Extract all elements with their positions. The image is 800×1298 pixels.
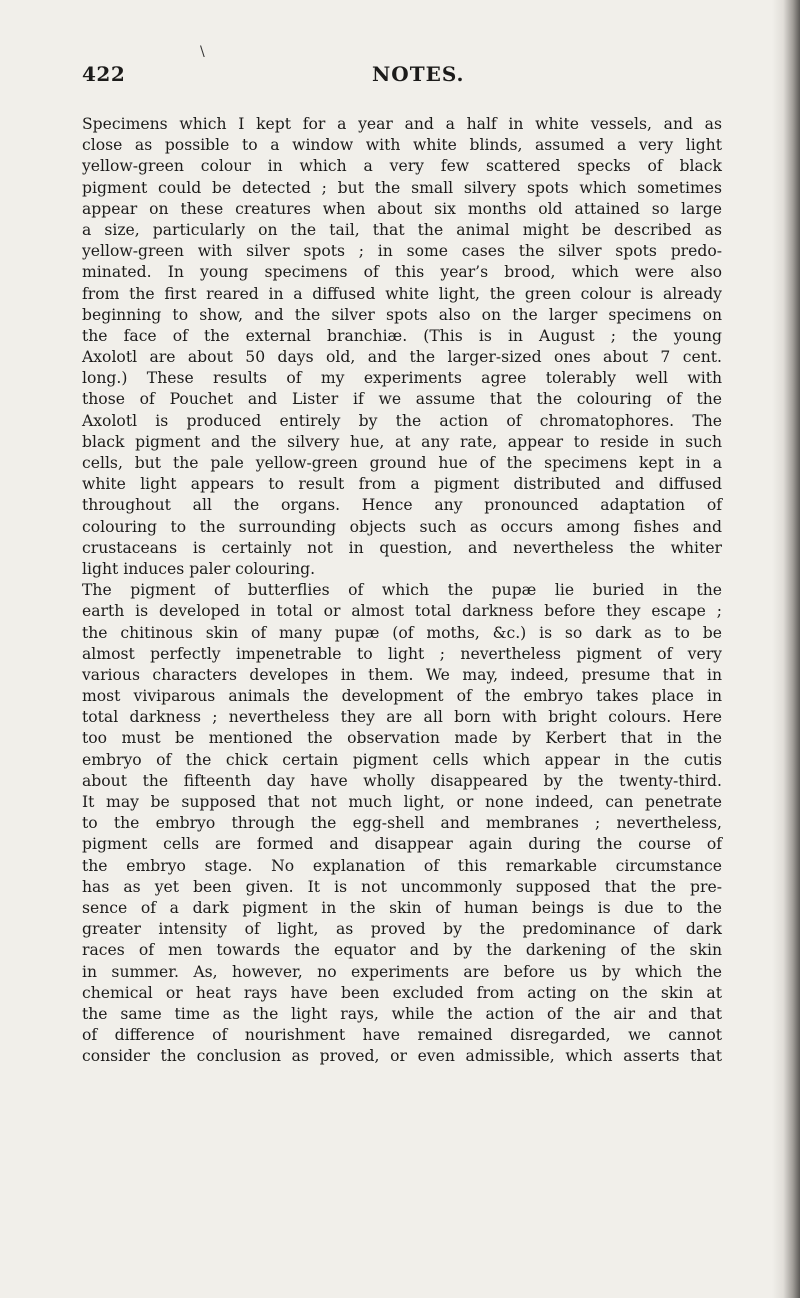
text-line: close as possible to a window with white blinds, assumed a very light [82, 136, 722, 155]
text-line: yellow-green colour in which a very few scattered specks of black [82, 157, 722, 176]
text-line: races of men towards the equator and by the darkening of the skin [82, 941, 722, 960]
text-line: greater intensity of light, as proved by the predominance of dark [82, 920, 722, 939]
text-line: throughout all the organs. Hence any pronounced adaptation of [82, 496, 722, 515]
text-line: appear on these creatures when about six months old attained so large [82, 199, 722, 218]
text-line: cells, but the pale yellow-green ground hue of the specimens kept in a [82, 454, 722, 472]
text-line: The pigment of butterflies of which the pupæ lie buried in the [82, 581, 722, 600]
text-line: pigment cells are formed and disappear again during the course of [82, 835, 722, 854]
text-line: black pigment and the silvery hue, at any rate, appear to reside in such [82, 432, 722, 451]
text-line: in summer. As, however, no experiments are before us by which the [82, 962, 722, 981]
text-line: the chitinous skin of many pupæ (of moths, &c.) is so dark as to be [82, 623, 722, 642]
text-line: to the embryo through the egg-shell and membranes ; nevertheless, [82, 814, 722, 833]
text-line: crustaceans is certainly not in question, and nevertheless the whiter [82, 538, 722, 557]
text-line: It may be supposed that not much light, or none indeed, can penetrate [82, 793, 722, 811]
text-line: the embryo stage. No explanation of this remarkable circumstance [82, 856, 722, 875]
text-line: of difference of nourishment have remained disregarded, we cannot [82, 1026, 722, 1045]
text-line: Axolotl are about 50 days old, and the larger-sized ones about 7 cent. [82, 348, 722, 367]
text-line: the same time as the light rays, while the action of the air and that [82, 1004, 722, 1023]
running-title: NOTES. [372, 62, 465, 86]
printer-mark: \ [200, 44, 205, 60]
text-line: yellow-green with silver spots ; in some cases the silver spots predo- [82, 242, 722, 261]
text-line: from the first reared in a diffused white light, the green colour is already [82, 284, 722, 303]
text-line: almost perfectly impenetrable to light ; nevertheless pigment of very [82, 644, 722, 663]
text-line: consider the conclusion as proved, or even admissible, which asserts that [82, 1047, 722, 1066]
text-line: total darkness ; nevertheless they are all born with bright colours. Here [82, 708, 722, 727]
text-line: too must be mentioned the observation made by Kerbert that in the [82, 729, 722, 748]
text-line: a size, particularly on the tail, that the animal might be described as [82, 220, 722, 239]
text-line: those of Pouchet and Lister if we assume that the colouring of the [82, 390, 722, 409]
text-line: Axolotl is produced entirely by the action of chromatophores. The [82, 411, 722, 430]
text-line: white light appears to result from a pigment distributed and diffused [82, 475, 722, 494]
text-line: various characters developes in them. We may, indeed, presume that in [82, 665, 722, 684]
text-line: the face of the external branchiæ. (This is in August ; the young [82, 326, 722, 345]
text-line: earth is developed in total or almost total darkness before they escape ; [82, 602, 722, 621]
text-line: minated. In young specimens of this year’s brood, which were also [82, 263, 722, 282]
page-number: 422 [82, 62, 126, 86]
text-line: most viviparous animals the development of the embryo takes place in [82, 687, 722, 706]
text-line: about the fifteenth day have wholly disappeared by the twenty-third. [82, 771, 722, 790]
paragraph-end-line: light induces paler colouring. [82, 559, 316, 578]
text-line: chemical or heat rays have been excluded from acting on the skin at [82, 983, 722, 1002]
text-line: sence of a dark pigment in the skin of human beings is due to the [82, 898, 722, 917]
running-head [82, 62, 722, 92]
body-text [82, 114, 722, 1067]
text-line: beginning to show, and the silver spots also on the larger specimens on [82, 305, 722, 324]
text-line: long.) These results of my experiments agree tolerably well with [82, 369, 722, 388]
text-line: Specimens which I kept for a year and a half in white vessels, and as [82, 115, 722, 133]
text-line: embryo of the chick certain pigment cells which appear in the cutis [82, 750, 722, 769]
text-line: has as yet been given. It is not uncommonly supposed that the pre- [82, 877, 722, 896]
text-line: pigment could be detected ; but the small silvery spots which sometimes [82, 178, 722, 197]
text-line: colouring to the surrounding objects such as occurs among fishes and [82, 517, 722, 536]
page-edge-shadow [772, 0, 800, 1298]
